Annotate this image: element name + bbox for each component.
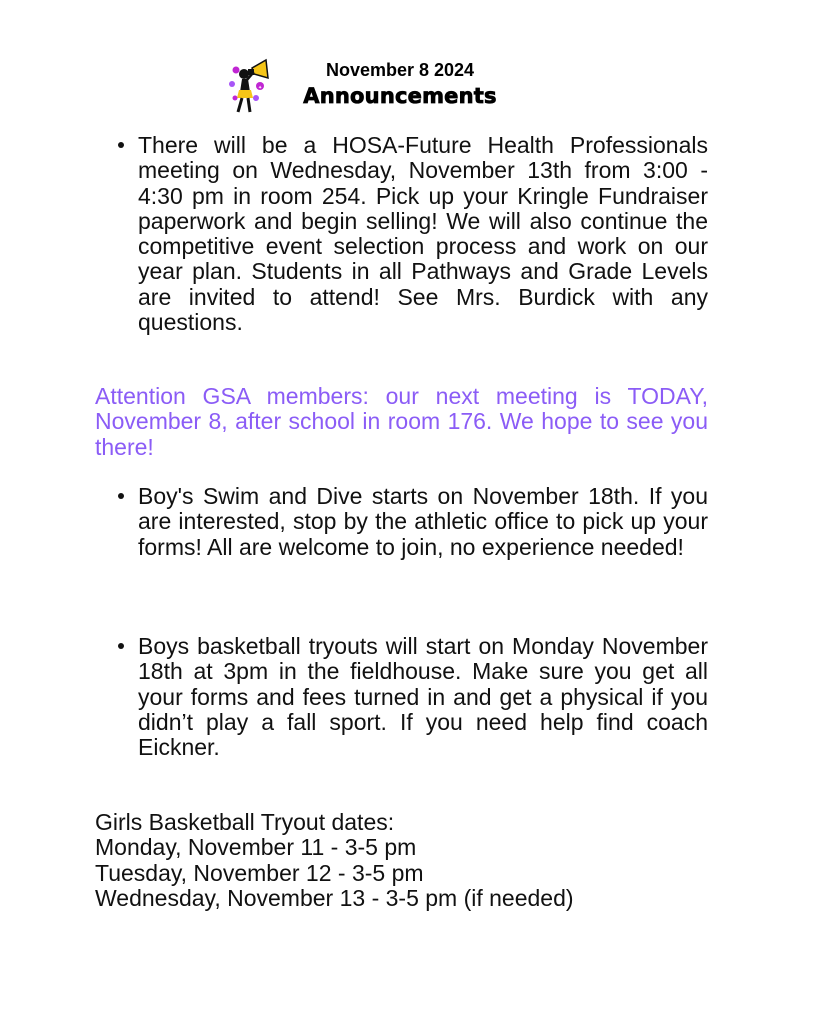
svg-text:✦: ✦ [258, 85, 263, 91]
tryout-date: Monday, November 11 - 3-5 pm [95, 834, 417, 861]
bullet-icon [118, 142, 124, 148]
gsa-announcement [95, 384, 708, 460]
hosa-announcement-text: There will be a HOSA-Future Health Professionals meeting on Wednesday, November 13th from 3:00 - 4:30 pm in room 254. Pick up your Kringle Fundraiser paperwork and begin selling! We will also continue the competitive event selection process and work on our year plan. Students in all Pathways and Grade Levels are invited to attend! See Mrs. Burdick with any questions. [138, 132, 708, 336]
girls-tryouts-section [95, 810, 708, 911]
boys-basketball-announcement-text: Boys basketball tryouts will start on Monday November 18th at 3pm in the fieldhouse. Make sure you get all your forms and fees turned in and get a physical if you didn’t play a fall sport. If you need help find coach Eickner. [138, 633, 708, 761]
list-item-hosa [138, 133, 708, 335]
bullet-icon [118, 643, 124, 649]
header [0, 0, 819, 120]
swim-announcement-text: Boy's Swim and Dive starts on November 18th. If you are interested, stop by the athletic office to pick up your forms! All are welcome to join, no experience needed! [138, 483, 708, 560]
list-item-swim [138, 484, 708, 560]
list-item-basketball-boys [138, 634, 708, 760]
announcement-date: November 8 2024 [325, 60, 475, 80]
bullet-icon [118, 493, 124, 499]
tryout-date: Tuesday, November 12 - 3-5 pm [95, 859, 424, 886]
girls-tryouts-heading: Girls Basketball Tryout dates: [95, 809, 395, 835]
tryout-date: Wednesday, November 13 - 3-5 pm (if needed) [95, 884, 574, 911]
cheerleader-megaphone-icon [226, 58, 272, 114]
gsa-announcement-text: Attention GSA members: our next meeting is TODAY, November 8, after school in room 176. We hope to see you there! [95, 383, 708, 460]
page-title: Announcements [303, 84, 497, 108]
